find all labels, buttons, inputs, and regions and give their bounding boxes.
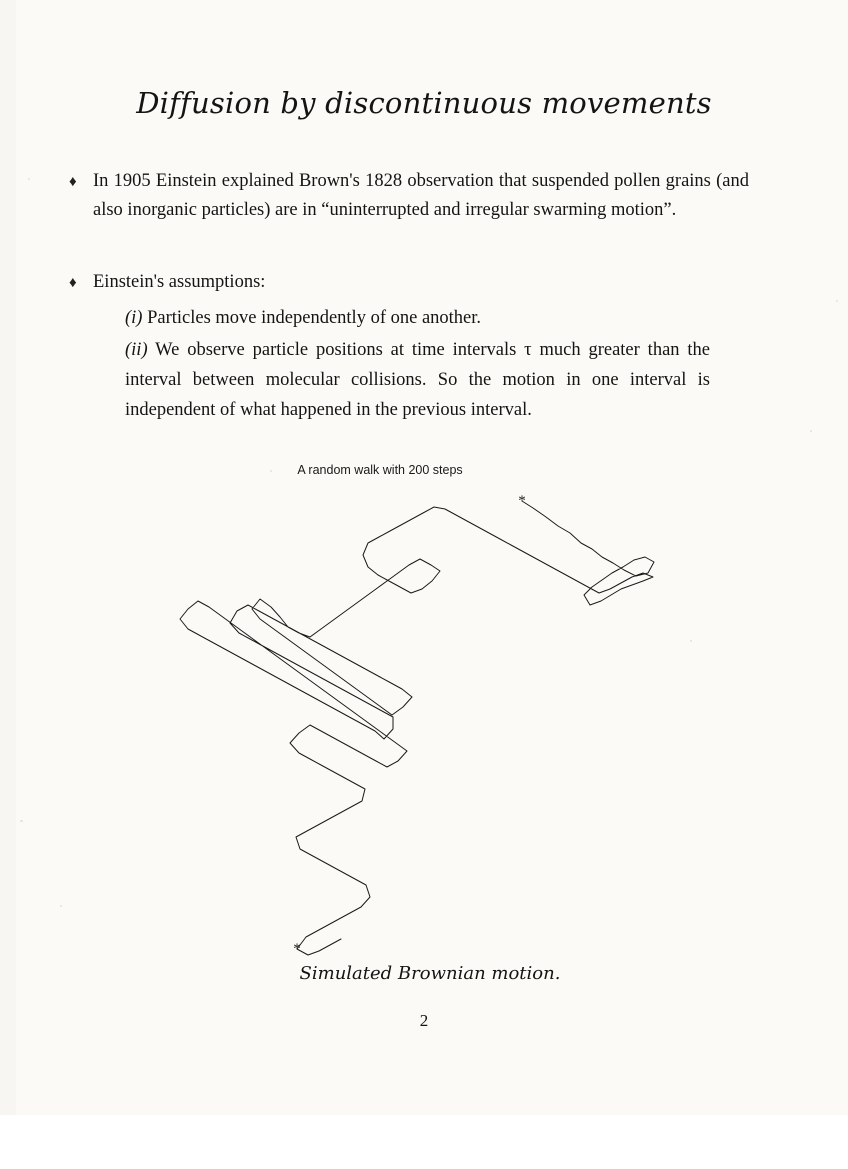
walk-start-marker: * (518, 493, 526, 509)
list-item-ii-label: (ii) (125, 340, 148, 360)
walk-end-marker: * (293, 941, 301, 957)
list-item-ii (125, 335, 710, 425)
figure-caption: Simulated Brownian motion. (299, 963, 561, 984)
list-item-i (125, 303, 715, 333)
scan-speck (836, 300, 838, 302)
figure-title: A random walk with 200 steps (297, 463, 463, 477)
assumptions-heading-text: Einstein's assumptions: (93, 272, 266, 292)
list-item-ii-text: We observe particle positions at time intervals τ much greater than the interval between molecular collisions. So the motion in one interval is independent of what happened in the previous interval. (125, 340, 710, 420)
scan-speck (28, 178, 30, 180)
list-item-i-label: (i) (125, 308, 143, 328)
page-title: Diffusion by discontinuous movements (136, 86, 712, 120)
random-walk-figure (140, 463, 720, 993)
bullet-diamond-icon: ♦ (69, 174, 77, 190)
bullet-diamond-icon: ♦ (69, 275, 77, 291)
walk-endpoint-markers (293, 493, 526, 957)
random-walk-plot (140, 477, 720, 977)
scan-speck (810, 430, 812, 432)
page-number: 2 (419, 1011, 429, 1030)
scan-speck (690, 640, 692, 642)
list-item-i-text: Particles move independently of one another. (147, 308, 482, 328)
page-bottom-edge (0, 1115, 848, 1169)
paragraph-assumptions-heading (69, 268, 749, 297)
paragraph-intro-text: In 1905 Einstein explained Brown's 1828 observation that suspended pollen grains (and also inorganic particles) are in “uninterrupted and irregular swarming motion”. (93, 171, 749, 220)
scan-speck (270, 470, 272, 472)
paragraph-intro (69, 167, 749, 225)
scan-speck (60, 905, 62, 907)
scan-speck (20, 820, 23, 822)
